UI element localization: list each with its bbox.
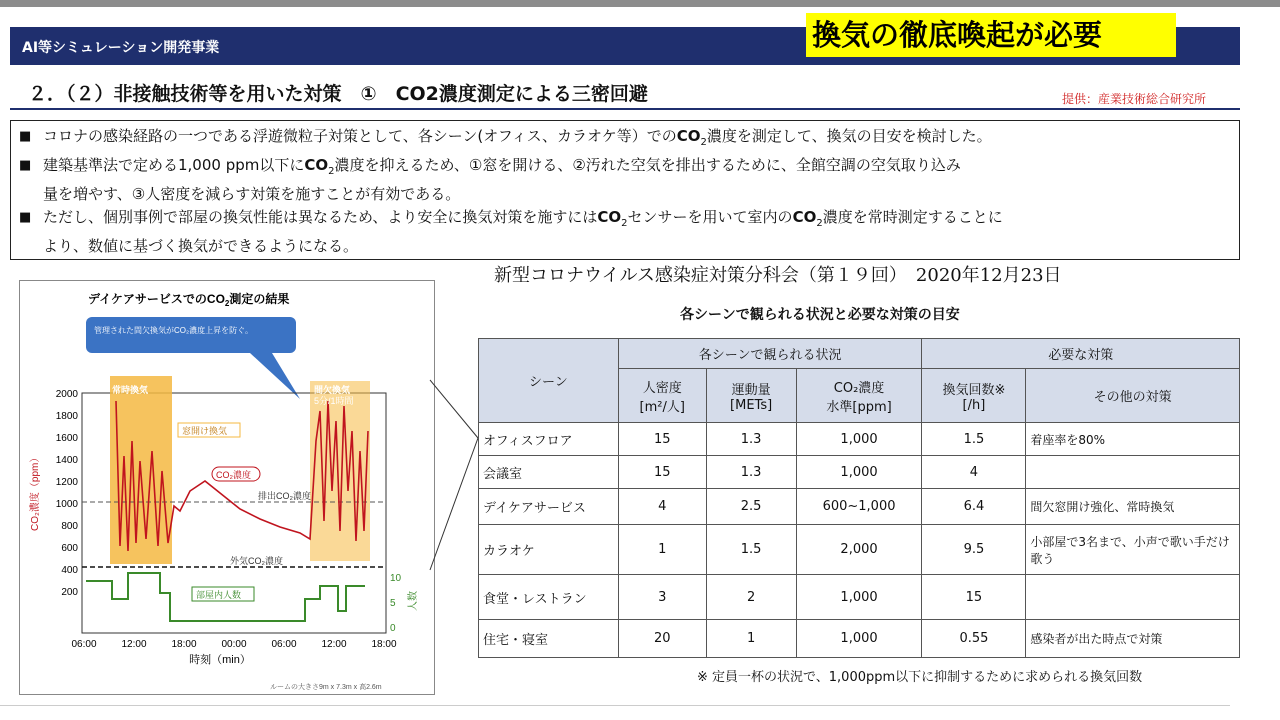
cell-co2: 1,000	[796, 423, 922, 456]
header-density: 人密度 [m²/人]	[618, 369, 706, 423]
cell-co2: 600~1,000	[796, 489, 922, 525]
header-other: その他の対策	[1026, 369, 1240, 423]
cell-met: 1.3	[706, 456, 796, 489]
cell-other: 間欠窓開け強化、常時換気	[1026, 489, 1240, 525]
x-tick: 12:00	[121, 639, 147, 650]
bullet-mark: ■	[19, 129, 32, 144]
cell-ach: 4	[922, 456, 1026, 489]
cell-density: 3	[618, 575, 706, 620]
table-row	[479, 489, 1240, 525]
cell-met: 1.5	[706, 525, 796, 575]
bullet-item	[19, 125, 1231, 154]
bottom-rule	[0, 705, 1230, 706]
section-rule	[10, 108, 1240, 110]
header-co2: CO₂濃度 水準[ppm]	[796, 369, 922, 423]
cell-met: 2	[706, 575, 796, 620]
cell-scene: オフィスフロア	[479, 423, 619, 456]
table-row	[479, 575, 1240, 620]
bullet-continuation: より、数値に基づく換気ができるようになる。	[43, 237, 359, 255]
room-note: ルームの大きさ9m x 7.3m x 高2.6m	[270, 684, 382, 691]
intermittent-label: 間欠換気	[314, 385, 351, 395]
y-tick: 200	[61, 587, 78, 598]
table-title: 各シーンで観られる状況と必要な対策の目安	[680, 307, 960, 323]
x-tick: 06:00	[271, 639, 297, 650]
y2-tick: 10	[390, 573, 402, 584]
y2-tick: 5	[390, 598, 396, 609]
table-row	[479, 620, 1240, 658]
interval-label: 5分/1時間	[314, 396, 354, 406]
cell-density: 20	[618, 620, 706, 658]
cell-other: 小部屋で3名まで、小声で歌い手だけ歌う	[1026, 525, 1240, 575]
x-tick: 00:00	[221, 639, 247, 650]
cell-co2: 1,000	[796, 575, 922, 620]
cell-scene: 会議室	[479, 456, 619, 489]
bullet-mark: ■	[19, 210, 32, 225]
y-tick: 1600	[55, 433, 78, 444]
y-tick: 2000	[55, 389, 78, 400]
cell-density: 1	[618, 525, 706, 575]
table-row	[479, 456, 1240, 489]
bullet-text: 建築基準法で定める1,000 ppm以下に$CO_2$濃度を抑えるため、①窓を開ける、②汚れた空気を排出するために、全館空調の空気取り込み	[43, 156, 961, 177]
bullet-text: ただし、個別事例で部屋の換気性能は異なるため、より安全に換気対策を施すには$CO_2$センサーを用いて室内の$CO_2$濃度を常時測定することに	[43, 208, 1003, 229]
cell-ach: 9.5	[922, 525, 1026, 575]
cell-co2: 2,000	[796, 525, 922, 575]
top-strip	[0, 0, 1280, 7]
cell-scene: カラオケ	[479, 525, 619, 575]
x-axis-label: 時刻（min）	[189, 654, 251, 666]
window-vent-label: 窓開け換気	[182, 426, 228, 436]
cell-co2: 1,000	[796, 620, 922, 658]
cell-ach: 1.5	[922, 423, 1026, 456]
guideline-table	[478, 338, 1240, 658]
meeting-caption: 新型コロナウイルス感染症対策分科会（第１９回） 2020年12月23日	[494, 265, 1062, 286]
cell-density: 15	[618, 423, 706, 456]
cell-ach: 15	[922, 575, 1026, 620]
x-tick: 06:00	[71, 639, 97, 650]
callout-bubble	[86, 317, 296, 353]
x-tick: 18:00	[171, 639, 197, 650]
bullet-continuation: 量を増やす、③人密度を減らす対策を施すことが有効である。	[43, 185, 461, 203]
co2-chart-svg	[20, 281, 436, 696]
table-row	[479, 423, 1240, 456]
y-axis-ticks	[56, 389, 79, 598]
cell-density: 15	[618, 456, 706, 489]
header-title: AI等シミュレーション開発事業	[22, 40, 220, 56]
outdoor-label: 外気CO₂濃度	[230, 556, 283, 566]
callout-pointer	[250, 353, 300, 399]
co2-figure	[19, 280, 435, 695]
exhaust-label: 排出CO₂濃度	[258, 491, 311, 501]
table-footnote: ※ 定員一杯の状況で、1,000ppm以下に抑制するために求められる換気回数	[697, 670, 1143, 685]
bullet-item	[19, 154, 1231, 183]
cell-other	[1026, 456, 1240, 489]
header-group-measures: 必要な対策	[922, 339, 1240, 369]
y2-tick: 0	[390, 623, 396, 634]
x-axis-ticks	[71, 639, 396, 650]
cell-other	[1026, 575, 1240, 620]
bullet-box	[10, 120, 1240, 260]
y-tick: 600	[61, 543, 78, 554]
bullet-mark: ■	[19, 158, 32, 173]
y-tick: 1200	[55, 477, 78, 488]
header-scene: シーン	[479, 339, 619, 423]
y-tick: 1800	[55, 411, 78, 422]
section-title: ２．（２）非接触技術等を用いた対策 ① CO2濃度測定による三密回避	[28, 83, 648, 105]
y2-axis-ticks	[390, 573, 402, 634]
cell-ach: 0.55	[922, 620, 1026, 658]
callout-text: 管理された間欠換気がCO₂濃度上昇を防ぐ。	[94, 326, 253, 335]
bullet-text: コロナの感染経路の一つである浮遊微粒子対策として、各シーン(オフィス、カラオケ等）での$CO_2$濃度を測定して、換気の目安を検討した。	[43, 127, 992, 148]
cell-density: 4	[618, 489, 706, 525]
cell-met: 2.5	[706, 489, 796, 525]
x-tick: 12:00	[321, 639, 347, 650]
cell-other: 着座率を80%	[1026, 423, 1240, 456]
y-axis-label: CO₂濃度（ppm）	[30, 452, 41, 531]
y-tick: 1400	[55, 455, 78, 466]
figure-title: デイケアサービスでの$CO_2$測定の結果	[88, 292, 290, 308]
y2-axis-label: 人数	[408, 591, 419, 611]
alert-banner: 換気の徹底喚起が必要	[806, 13, 1176, 57]
credit-text: 提供：産業技術総合研究所	[1062, 92, 1207, 106]
co2-label: CO₂濃度	[216, 470, 251, 480]
cell-met: 1.3	[706, 423, 796, 456]
header-group-situation: 各シーンで観られる状況	[618, 339, 922, 369]
cell-met: 1	[706, 620, 796, 658]
y-tick: 400	[61, 565, 78, 576]
table-row	[479, 525, 1240, 575]
cell-co2: 1,000	[796, 456, 922, 489]
cell-scene: 住宅・寝室	[479, 620, 619, 658]
header-met: 運動量 [METs]	[706, 369, 796, 423]
y-tick: 1000	[55, 499, 78, 510]
y-tick: 800	[61, 521, 78, 532]
cell-scene: 食堂・レストラン	[479, 575, 619, 620]
header-ach: 換気回数※ [/h]	[922, 369, 1026, 423]
x-tick: 18:00	[371, 639, 397, 650]
cell-ach: 6.4	[922, 489, 1026, 525]
cell-scene: デイケアサービス	[479, 489, 619, 525]
constant-vent-label: 常時換気	[112, 385, 149, 395]
people-label: 部屋内人数	[196, 590, 242, 600]
cell-other: 感染者が出た時点で対策	[1026, 620, 1240, 658]
bullet-item	[19, 206, 1231, 235]
